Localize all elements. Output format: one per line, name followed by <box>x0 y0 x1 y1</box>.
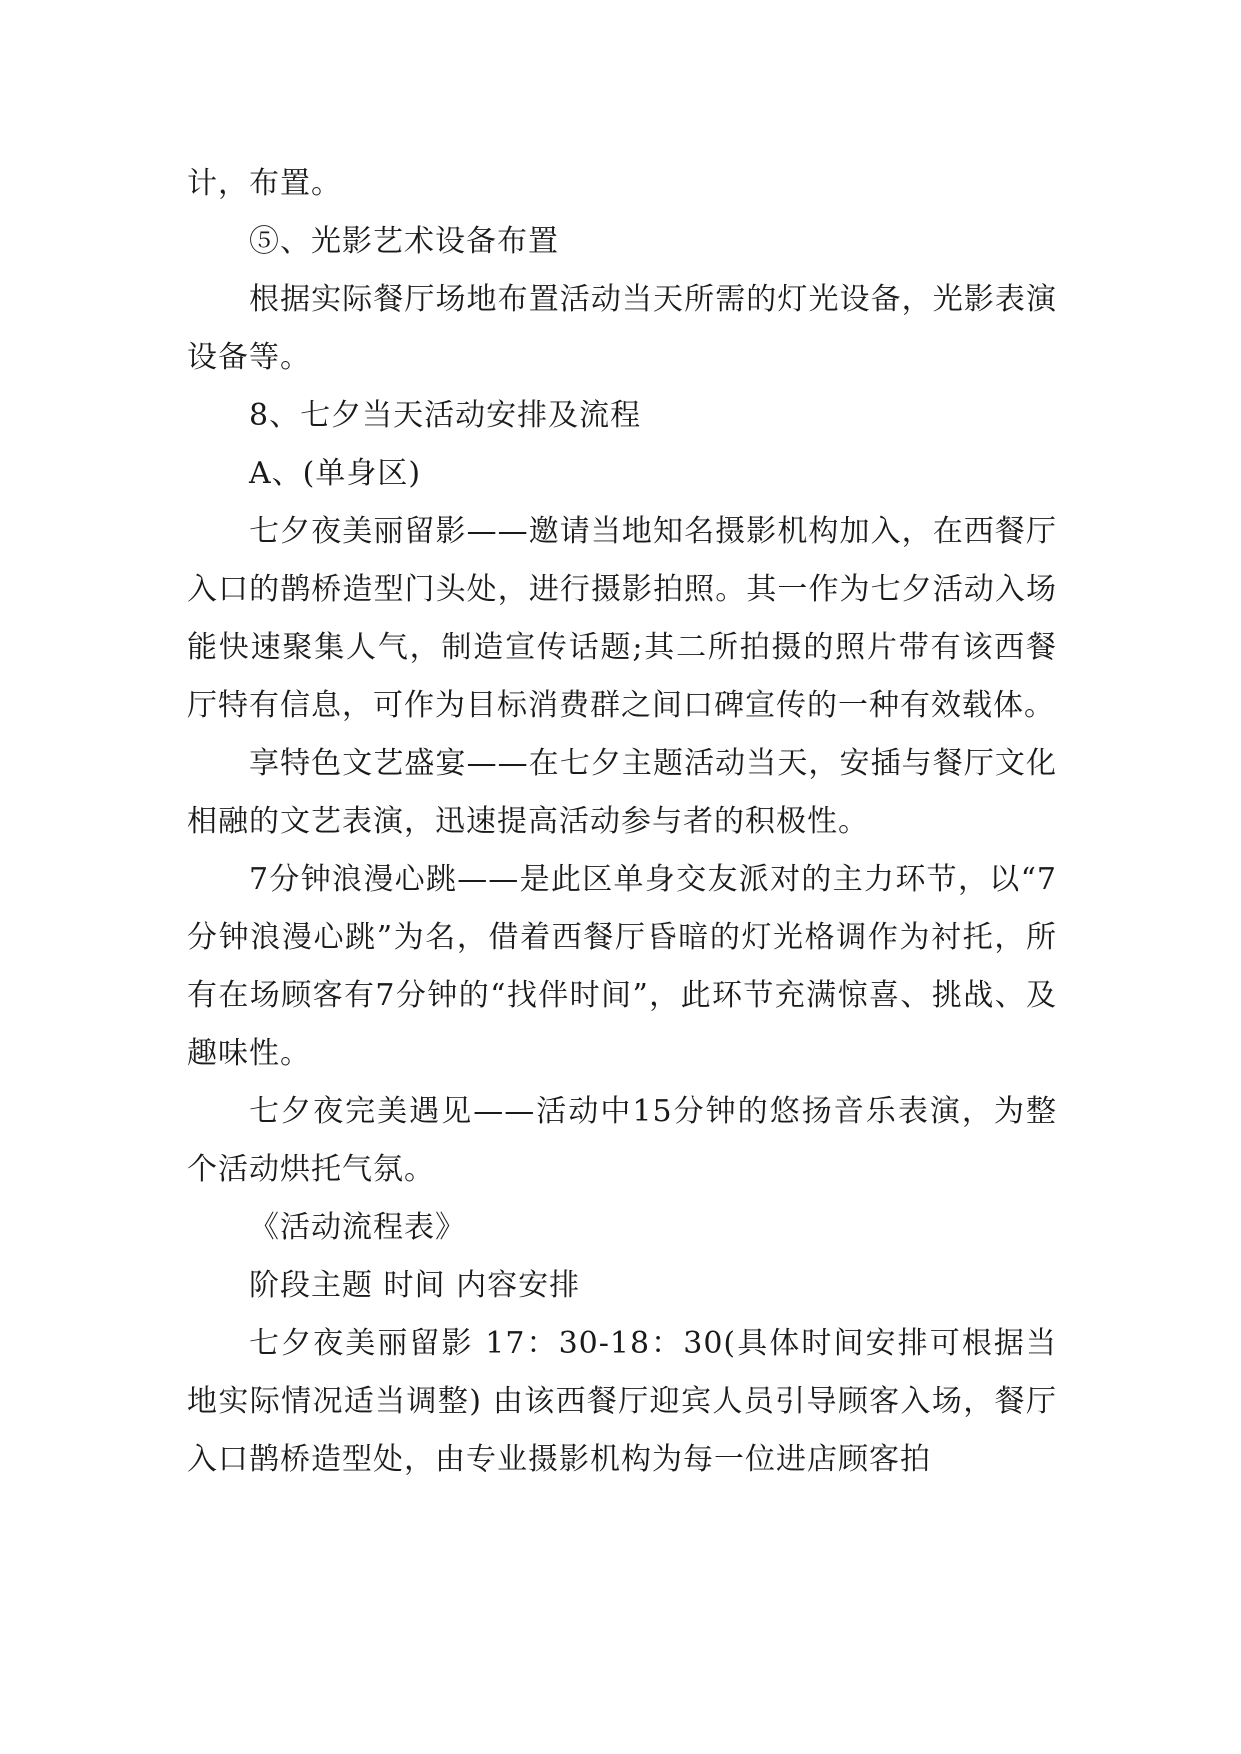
section-heading-lighting-equipment: ⑤、光影艺术设备布置 <box>249 224 559 259</box>
paragraph-seven-minute-heartbeat: 7分钟浪漫心跳——是此区单身交友派对的主力环节，以“7分钟浪漫心跳”为名，借着西餐厅昏暗的灯光格调作为衬托，所有在场顾客有7分钟的“找伴时间”，此环节充满惊喜、挑战、及趣味性。 <box>187 862 1057 1071</box>
section-heading-event-schedule: 8、七夕当天活动安排及流程 <box>249 398 642 433</box>
paragraph-lighting-equipment: 根据实际餐厅场地布置活动当天所需的灯光设备，光影表演设备等。 <box>187 282 1057 375</box>
table-title: 《活动流程表》 <box>249 1210 466 1245</box>
paragraph-photo-session: 七夕夜美丽留影——邀请当地知名摄影机构加入，在西餐厅入口的鹊桥造型门头处，进行摄影拍照。其一作为七夕活动入场能快速聚集人气，制造宣传话题;其二所拍摄的照片带有该西餐厅特有信息，可作为目标消费群之间口碑宣传的一种有效载体。 <box>187 514 1057 723</box>
subsection-heading-singles-zone: A、(单身区) <box>249 456 422 491</box>
table-header-row: 阶段主题 时间 内容安排 <box>249 1268 581 1303</box>
paragraph-continuation: 计，布置。 <box>187 166 342 201</box>
table-row-photo-session: 七夕夜美丽留影 17：30-18：30(具体时间安排可根据当地实际情况适当调整) 由该西餐厅迎宾人员引导顾客入场，餐厅入口鹊桥造型处，由专业摄影机构为每一位进店顾客拍 <box>187 1326 1057 1477</box>
document-body <box>187 155 1057 1489</box>
paragraph-music-performance: 七夕夜完美遇见——活动中15分钟的悠扬音乐表演，为整个活动烘托气氛。 <box>187 1094 1057 1187</box>
paragraph-art-performance: 享特色文艺盛宴——在七夕主题活动当天，安插与餐厅文化相融的文艺表演，迅速提高活动参与者的积极性。 <box>187 746 1057 839</box>
